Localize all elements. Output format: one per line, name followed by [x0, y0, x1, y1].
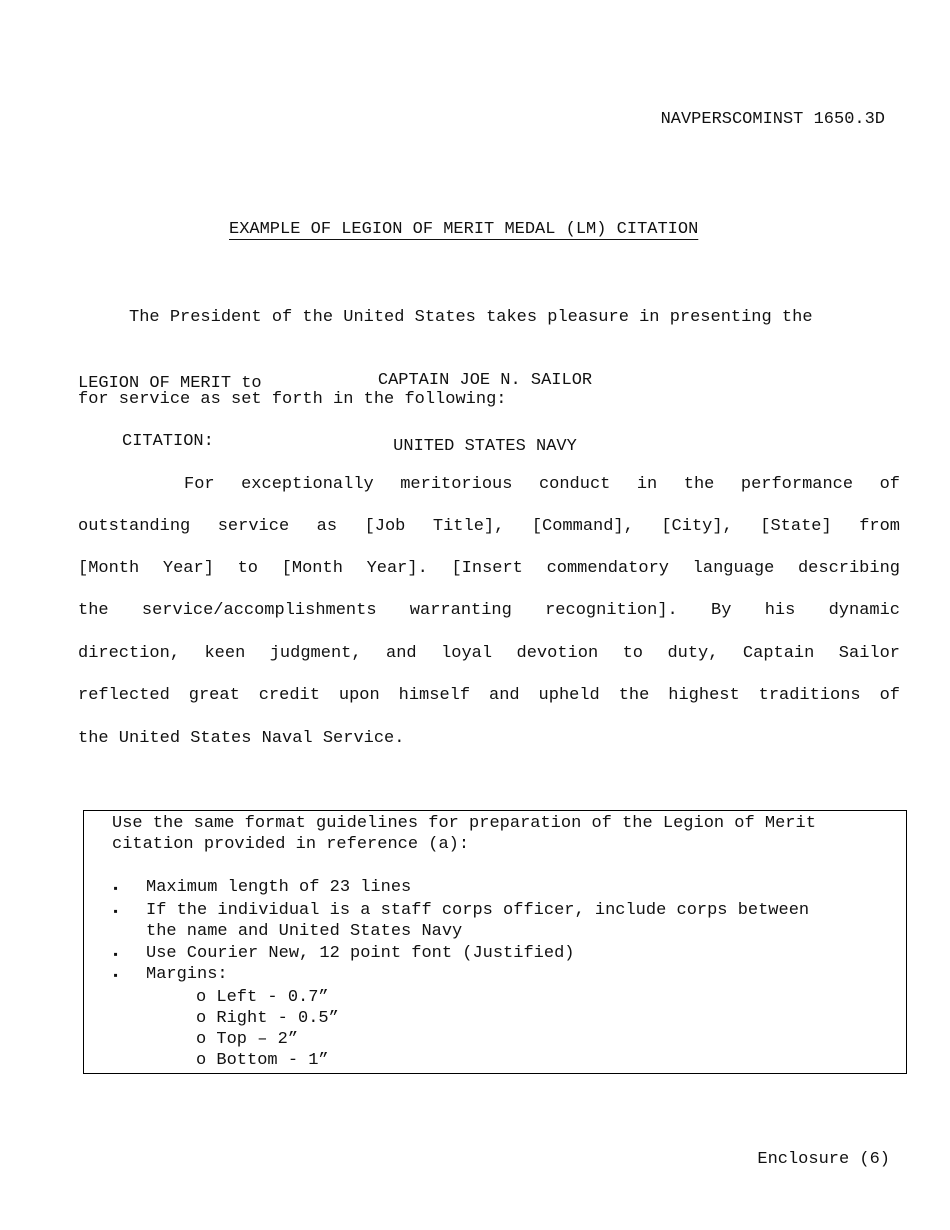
service-statement: for service as set forth in the following: [78, 390, 507, 409]
citation-line: outstanding service as [Job Title], [Command], [City], [State] from [78, 517, 900, 536]
page-title: EXAMPLE OF LEGION OF MERIT MEDAL (LM) CITATION [229, 220, 699, 239]
guidelines-intro-line: citation provided in reference (a): [112, 835, 470, 854]
citation-line: direction, keen judgment, and loyal devotion to duty, Captain Sailor [78, 644, 900, 663]
guideline-item: Maximum length of 23 lines [146, 878, 412, 897]
margin-item: o Right - 0.5” [196, 1009, 339, 1028]
margin-item: o Bottom - 1” [196, 1051, 329, 1070]
guidelines-intro-line: Use the same format guidelines for preparation of the Legion of Merit [112, 814, 816, 833]
guideline-item-continuation: the name and United States Navy [146, 922, 463, 941]
citation-line: the service/accomplishments warranting recognition]. By his dynamic [78, 601, 900, 620]
guideline-item: If the individual is a staff corps officer, include corps between [146, 901, 810, 920]
guideline-item: Margins: [146, 965, 228, 984]
citation-line: reflected great credit upon himself and upheld the highest traditions of [78, 686, 900, 705]
format-guidelines-box [83, 810, 907, 1074]
intro-line: LEGION OF MERIT to [78, 374, 262, 393]
document-number: NAVPERSCOMINST 1650.3D [660, 110, 885, 129]
citation-heading: CITATION: [122, 432, 214, 451]
bullet-icon: ▪ [112, 948, 120, 962]
bullet-icon: ▪ [112, 882, 120, 896]
guideline-item: Use Courier New, 12 point font (Justified) [146, 944, 575, 963]
margin-item: o Top – 2” [196, 1030, 299, 1049]
bullet-icon: ▪ [112, 969, 120, 983]
margin-item: o Left - 0.7” [196, 988, 329, 1007]
enclosure-label: Enclosure (6) [757, 1150, 890, 1169]
bullet-icon: ▪ [112, 905, 120, 919]
citation-line: For exceptionally meritorious conduct in the performance of [78, 475, 900, 494]
honoree-name: CAPTAIN JOE N. SAILOR [377, 371, 593, 390]
intro-line: The President of the United States takes pleasure in presenting the [78, 308, 813, 327]
honoree-service: UNITED STATES NAVY [393, 437, 577, 456]
citation-line: [Month Year] to [Month Year]. [Insert commendatory language describing [78, 559, 900, 578]
citation-line: the United States Naval Service. [78, 729, 405, 748]
